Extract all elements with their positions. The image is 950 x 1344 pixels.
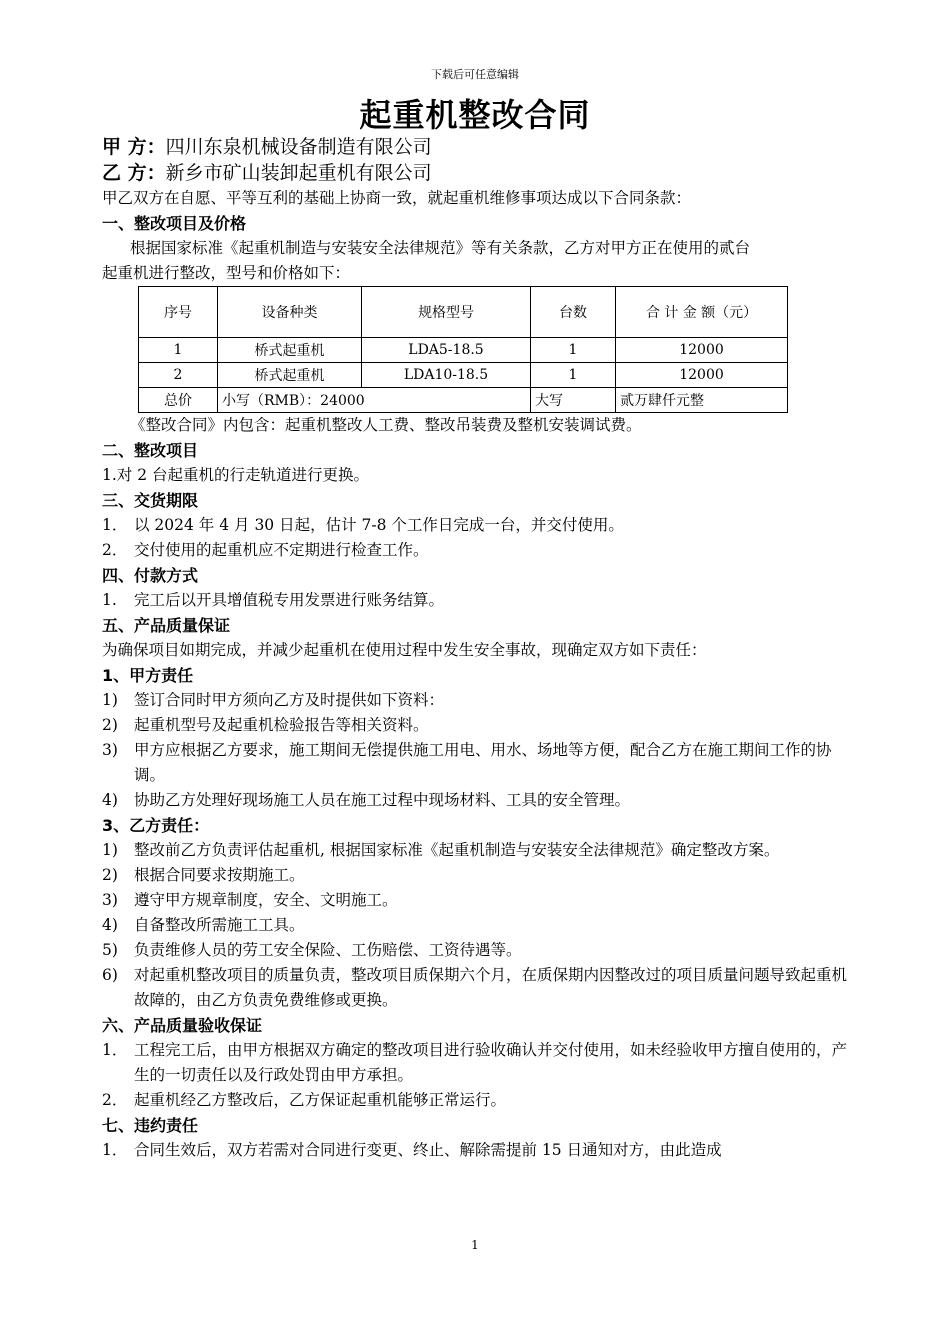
list-item — [102, 738, 860, 788]
list-item — [102, 513, 860, 538]
table-cell: 桥式起重机 — [218, 363, 362, 388]
section-5-intro: 为确保项目如期完成，并减少起重机在使用过程中发生安全事故，现确定双方如下责任： — [102, 641, 707, 659]
list-number: 1) — [102, 691, 118, 709]
list-text: 自备整改所需施工工具。 — [134, 916, 305, 934]
list-item — [102, 688, 860, 713]
table-header-cell: 规格型号 — [362, 287, 531, 338]
section-2-heading: 二、整改项目 — [102, 441, 199, 460]
list-number: 2) — [102, 716, 118, 734]
list-item — [102, 938, 860, 963]
list-text: 起重机经乙方整改后，乙方保证起重机能够正常运行。 — [134, 1091, 507, 1109]
list-text: 对起重机整改项目的质量负责，整改项目质保期六个月，在质保期内因整改过的项目质量问题导致起重机故障的，由乙方负责免费维修或更换。 — [134, 966, 848, 1009]
list-number: 4) — [102, 916, 118, 934]
table-header-cell: 台数 — [531, 287, 616, 338]
list-item — [102, 888, 860, 913]
list-item — [102, 913, 860, 938]
list-number: 5) — [102, 941, 118, 959]
section-1-note: 《整改合同》内包含：起重机整改人工费、整改吊装费及整机安装调试费。 — [130, 416, 642, 434]
list-number: 6) — [102, 966, 118, 984]
section-3-heading: 三、交货期限 — [102, 491, 199, 510]
list-text: 甲方应根据乙方要求，施工期间无偿提供施工用电、用水、场地等方便，配合乙方在施工期间工作的协调。 — [134, 741, 832, 784]
party-b-label: 乙 方： — [102, 162, 166, 184]
table-header-cell: 序号 — [139, 287, 218, 338]
table-total-row — [139, 388, 788, 413]
list-item — [102, 1138, 860, 1163]
party-b-name: 新乡市矿山装卸起重机有限公司 — [165, 162, 432, 184]
total-small: 小写（RMB）：24000 — [218, 388, 531, 413]
list-item — [102, 788, 860, 813]
list-text: 整改前乙方负责评估起重机, 根据国家标准《起重机制造与安装安全法律规范》确定整改方案。 — [134, 841, 780, 859]
list-number: 3) — [102, 891, 118, 909]
document-title: 起重机整改合同 — [359, 96, 591, 134]
party-a-label: 甲 方： — [102, 136, 166, 158]
section-6-heading: 六、产品质量验收保证 — [102, 1016, 263, 1035]
list-number: 3) — [102, 741, 118, 759]
party-b — [102, 160, 860, 186]
table-cell: 12000 — [616, 338, 788, 363]
list-text: 遵守甲方规章制度，安全、文明施工。 — [134, 891, 398, 909]
list-number: 2． — [102, 541, 128, 559]
table-cell: 1 — [139, 338, 218, 363]
list-text: 签订合同时甲方须向乙方及时提供如下资料： — [134, 691, 445, 709]
table-cell: 1 — [531, 363, 616, 388]
section-7-heading: 七、违约责任 — [102, 1116, 199, 1135]
list-text: 起重机型号及起重机检验报告等相关资料。 — [134, 716, 429, 734]
intro-text: 甲乙双方在自愿、平等互利的基础上协商一致，就起重机维修事项达成以下合同条款： — [102, 189, 692, 207]
party-a-duties-heading: 1、甲方责任 — [102, 666, 194, 685]
table-header-row — [139, 287, 788, 338]
list-item — [102, 1038, 860, 1088]
list-number: 2． — [102, 1091, 128, 1109]
table-cell: 2 — [139, 363, 218, 388]
section-1-para: 根据国家标准《起重机制造与安装安全法律规范》等有关条款，乙方对甲方正在使用的贰台 — [130, 239, 751, 257]
section-1-heading: 一、整改项目及价格 — [102, 214, 247, 233]
table-header-cell: 合 计 金 额（元） — [616, 287, 788, 338]
list-text: 合同生效后，双方若需对合同进行变更、终止、解除需提前 15 日通知对方，由此造成 — [134, 1141, 722, 1159]
list-text: 完工后以开具增值税专用发票进行账务结算。 — [134, 591, 445, 609]
table-cell: 桥式起重机 — [218, 338, 362, 363]
table-cell: LDA5-18.5 — [362, 338, 531, 363]
party-a-name: 四川东泉机械设备制造有限公司 — [165, 136, 432, 158]
list-text: 根据合同要求按期施工。 — [134, 866, 305, 884]
table-cell: 1 — [531, 338, 616, 363]
list-number: 4) — [102, 791, 118, 809]
document-body — [102, 134, 860, 1163]
list-number: 1) — [102, 841, 118, 859]
page-number: 1 — [471, 1238, 479, 1252]
table-row — [139, 338, 788, 363]
total-big-label: 大写 — [531, 388, 616, 413]
header-note: 下载后可任意编辑 — [431, 68, 519, 81]
list-item — [102, 863, 860, 888]
list-item — [102, 538, 860, 563]
list-text: 负责维修人员的劳工安全保险、工伤赔偿、工资待遇等。 — [134, 941, 522, 959]
list-item — [102, 1088, 860, 1113]
list-text: 工程完工后，由甲方根据双方确定的整改项目进行验收确认并交付使用，如未经验收甲方擅自使用的，产生的一切责任以及行政处罚由甲方承担。 — [134, 1041, 848, 1084]
list-item — [102, 588, 860, 613]
table-row — [139, 363, 788, 388]
section-4-heading: 四、付款方式 — [102, 566, 199, 585]
list-text: 交付使用的起重机应不定期进行检查工作。 — [134, 541, 429, 559]
list-number: 1． — [102, 516, 128, 534]
table-cell: LDA10-18.5 — [362, 363, 531, 388]
list-number: 1. — [102, 591, 117, 609]
party-b-duties-heading: 3、乙方责任： — [102, 816, 210, 835]
party-a — [102, 134, 860, 160]
list-text: 以 2024 年 4 月 30 日起，估计 7-8 个工作日完成一台，并交付使用。 — [134, 516, 624, 534]
table-header-cell: 设备种类 — [218, 287, 362, 338]
section-1-para-2: 起重机进行整改，型号和价格如下： — [102, 264, 351, 282]
list-item — [102, 963, 860, 1013]
total-label: 总价 — [139, 388, 218, 413]
section-2-item: 1.对 2 台起重机的行走轨道进行更换。 — [102, 466, 370, 484]
list-number: 1． — [102, 1041, 128, 1059]
total-big: 贰万肆仟元整 — [616, 388, 788, 413]
list-number: 2) — [102, 866, 118, 884]
section-5-heading: 五、产品质量保证 — [102, 616, 231, 635]
list-item — [102, 713, 860, 738]
list-text: 协助乙方处理好现场施工人员在施工过程中现场材料、工具的安全管理。 — [134, 791, 631, 809]
list-number: 1． — [102, 1141, 128, 1159]
table-cell: 12000 — [616, 363, 788, 388]
price-table — [138, 286, 788, 413]
list-item — [102, 838, 860, 863]
